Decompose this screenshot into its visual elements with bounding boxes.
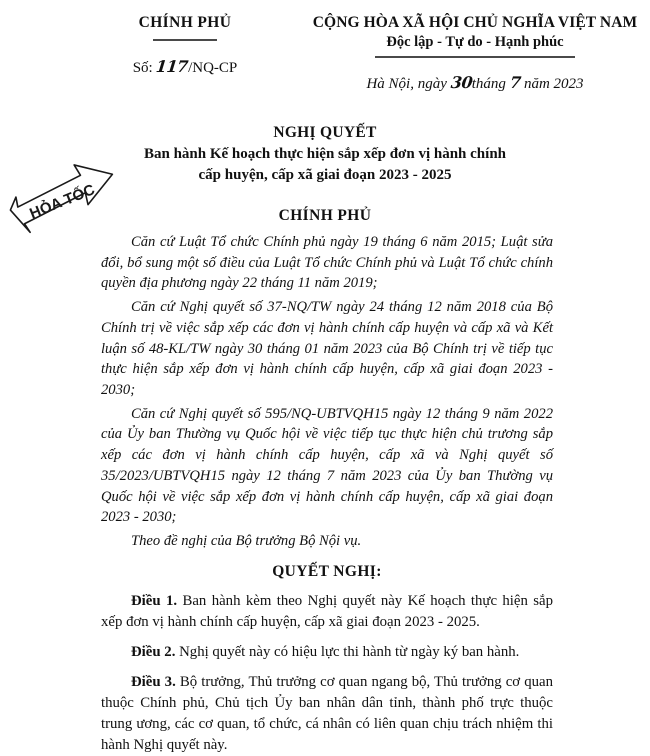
document-body — [101, 232, 553, 756]
document-header — [0, 14, 650, 104]
article-1-text: Ban hành kèm theo Nghị quyết này Kế hoạch thực hiện sắp xếp đơn vị hành chính cấp huyện, cấp xã giai đoạn 2023 - 2025. — [101, 592, 553, 630]
article-3 — [101, 672, 553, 756]
national-motto: Độc lập - Tự do - Hạnh phúc — [386, 33, 564, 50]
document-number-suffix: /NQ-CP — [188, 59, 238, 76]
document-number-prefix: Số: — [132, 59, 153, 76]
article-2-label: Điều 2. — [131, 643, 176, 660]
header-right-block — [310, 14, 640, 93]
place-and-date — [310, 73, 640, 93]
article-1 — [101, 591, 553, 633]
organization-underline — [153, 39, 217, 41]
article-2-text: Nghị quyết này có hiệu lực thi hành từ ngày ký ban hành. — [175, 643, 520, 660]
date-day-value: 30 — [449, 73, 473, 93]
preamble-paragraph-1: Căn cứ Luật Tổ chức Chính phủ ngày 19 tháng 6 năm 2015; Luật sửa đổi, bổ sung một số điều của Luật Tổ chức Chính phủ và Luật Tổ chức chính quyền địa phương ngày 22 tháng 11 năm 2019; — [101, 234, 553, 292]
document-subtitle-line-2: cấp huyện, cấp xã giai đoạn 2023 - 2025 — [198, 167, 452, 184]
document-type-title: NGHỊ QUYẾT — [273, 124, 377, 141]
issuing-organization: CHÍNH PHỦ — [138, 14, 232, 31]
place-date-prefix: Hà Nội, ngày — [366, 76, 447, 93]
country-name: CỘNG HÒA XÃ HỘI CHỦ NGHĨA VIỆT NAM — [312, 14, 638, 31]
proposal-paragraph: Theo đề nghị của Bộ trưởng Bộ Nội vụ. — [131, 533, 362, 550]
motto-underline — [375, 56, 575, 58]
article-1-label: Điều 1. — [131, 592, 178, 609]
preamble-paragraph-3: Căn cứ Nghị quyết số 595/NQ-UBTVQH15 ngày 12 tháng 9 năm 2022 của Ủy ban Thường vụ Quốc hội về việc tiếp tục thực hiện chủ trương sắp xếp các đơn vị hành chính cấp huyện, cấp xã và Nghị quyết số 35/2023/UBTVQH15 ngày 12 tháng 7 năm 2023 của Ủy ban Thường vụ Quốc hội về việc sắp xếp đơn vị hành chính cấp huyện, cấp xã giai đoạn 2023 - 2030; — [101, 405, 553, 526]
date-year: năm 2023 — [523, 76, 584, 93]
document-subtitle-line-1: Ban hành Kế hoạch thực hiện sắp xếp đơn vị hành chính — [143, 145, 506, 162]
header-left-block — [60, 14, 310, 77]
issuer-heading: CHÍNH PHỦ — [278, 207, 372, 224]
preamble-paragraph-2: Căn cứ Nghị quyết số 37-NQ/TW ngày 24 tháng 12 năm 2018 của Bộ Chính trị về việc sắp xếp các đơn vị hành chính cấp huyện và cấp xã và Kết luận số 48-KL/TW ngày 30 tháng 01 năm 2023 của Bộ Chính trị về tiếp tục thực hiện sắp xếp đơn vị hành chính cấp huyện, cấp xã giai đoạn 2023 - 2030; — [101, 299, 553, 399]
article-3-label: Điều 3. — [131, 673, 176, 690]
date-month-value: 7 — [508, 73, 522, 93]
date-month-prefix: tháng — [471, 76, 506, 93]
document-number — [60, 57, 310, 77]
article-2 — [101, 642, 553, 663]
decide-heading: QUYẾT NGHỊ: — [272, 562, 382, 580]
article-3-text: Bộ trưởng, Thủ trưởng cơ quan ngang bộ, Thủ trưởng cơ quan thuộc Chính phủ, Chủ tịch Ủy ban nhân dân tỉnh, thành phố trực thuộc trung ương, các cơ quan, tổ chức, cá nhân có liên quan chịu trách nhiệm thi hành Nghị quyết này. — [101, 673, 553, 753]
document-title-block — [75, 124, 575, 186]
document-number-value: 117 — [155, 56, 190, 76]
urgent-stamp-label: HỎA TỐC — [27, 181, 98, 223]
